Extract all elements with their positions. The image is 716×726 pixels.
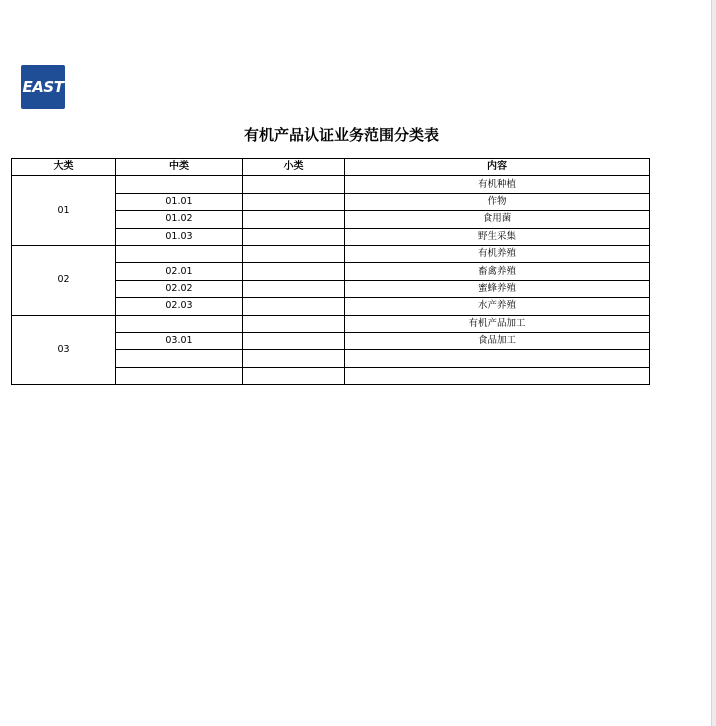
- table-row: [12, 245, 650, 262]
- mid-category-cell: [116, 315, 243, 332]
- minor-category-cell: [243, 367, 345, 384]
- mid-category-cell: 02.01: [116, 263, 243, 280]
- content-cell: 畜禽养殖: [345, 263, 650, 280]
- minor-category-cell: [243, 280, 345, 297]
- page-edge-scrollbar: [711, 0, 716, 726]
- major-category-cell: 01: [12, 176, 116, 246]
- table-header-row: [12, 159, 650, 176]
- page-title: 有机产品认证业务范围分类表: [243, 126, 439, 144]
- mid-category-cell: [116, 350, 243, 367]
- mid-category-cell: [116, 245, 243, 262]
- minor-category-cell: [243, 228, 345, 245]
- mid-category-cell: 01.03: [116, 228, 243, 245]
- content-cell: [345, 350, 650, 367]
- content-cell: 食用菌: [345, 211, 650, 228]
- east-logo: [21, 65, 65, 109]
- header-minor: 小类: [243, 159, 345, 176]
- content-cell: [345, 367, 650, 384]
- content-cell: 野生采集: [345, 228, 650, 245]
- minor-category-cell: [243, 298, 345, 315]
- header-content: 内容: [345, 159, 650, 176]
- header-major: 大类: [12, 159, 116, 176]
- classification-table: [11, 158, 650, 385]
- content-cell: 有机产品加工: [345, 315, 650, 332]
- content-cell: 有机种植: [345, 176, 650, 193]
- content-cell: 有机养殖: [345, 245, 650, 262]
- minor-category-cell: [243, 315, 345, 332]
- mid-category-cell: 02.03: [116, 298, 243, 315]
- mid-category-cell: [116, 176, 243, 193]
- minor-category-cell: [243, 176, 345, 193]
- major-category-cell: 02: [12, 245, 116, 315]
- mid-category-cell: 01.01: [116, 193, 243, 210]
- mid-category-cell: 01.02: [116, 211, 243, 228]
- mid-category-cell: 02.02: [116, 280, 243, 297]
- minor-category-cell: [243, 193, 345, 210]
- minor-category-cell: [243, 245, 345, 262]
- logo-text: EAST: [22, 78, 64, 96]
- content-cell: 水产养殖: [345, 298, 650, 315]
- mid-category-cell: 03.01: [116, 332, 243, 349]
- table-body: [12, 176, 650, 385]
- minor-category-cell: [243, 332, 345, 349]
- mid-category-cell: [116, 367, 243, 384]
- table-row: [12, 176, 650, 193]
- header-mid: 中类: [116, 159, 243, 176]
- content-cell: 作物: [345, 193, 650, 210]
- minor-category-cell: [243, 211, 345, 228]
- major-category-cell: 03: [12, 315, 116, 385]
- content-cell: 蜜蜂养殖: [345, 280, 650, 297]
- table-row: [12, 315, 650, 332]
- minor-category-cell: [243, 350, 345, 367]
- minor-category-cell: [243, 263, 345, 280]
- content-cell: 食品加工: [345, 332, 650, 349]
